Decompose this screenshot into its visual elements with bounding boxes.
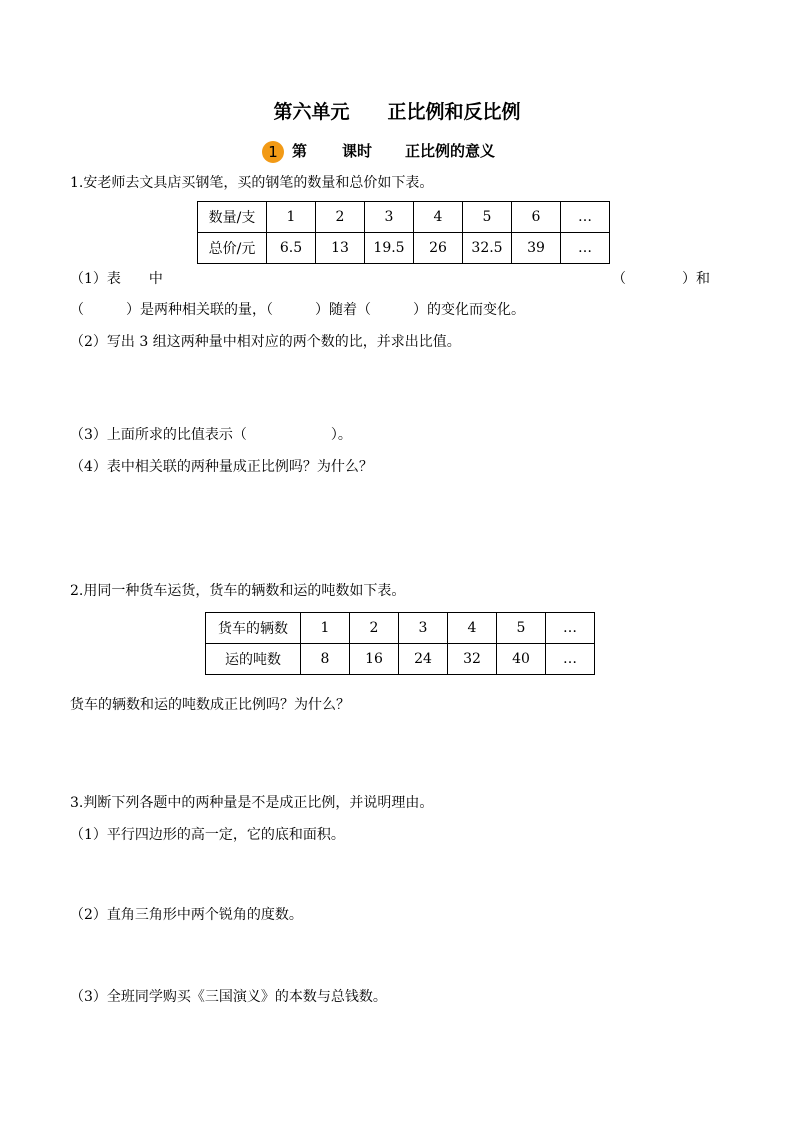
table-cell: 3 <box>365 202 414 233</box>
q1-sub1-continued: （ ）是两种相关联的量，（ ）随着（ ）的变化而变化。 <box>70 302 525 318</box>
table-cell: 24 <box>399 644 448 675</box>
table-cell: 6 <box>512 202 561 233</box>
q2-question: 货车的辆数和运的吨数成正比例吗？为什么？ <box>70 697 350 713</box>
table-cell: 32.5 <box>463 233 512 264</box>
q1-stem: 1.安老师去文具店买钢笔，买的钢笔的数量和总价如下表。 <box>70 175 434 191</box>
table-cell: 5 <box>497 613 546 644</box>
q3-sub3: （3）全班同学购买《三国演义》的本数与总钱数。 <box>70 989 387 1005</box>
table-cell: 16 <box>350 644 399 675</box>
q1-sub1-start: （1）表 中 <box>70 271 163 287</box>
q2-stem: 2.用同一种货车运货，货车的辆数和运的吨数如下表。 <box>70 583 406 599</box>
table-row <box>198 233 610 264</box>
table-cell: … <box>546 644 595 675</box>
table-cell: 总价/元 <box>198 233 267 264</box>
lesson-number-badge: 1 <box>262 141 284 163</box>
table-cell: 39 <box>512 233 561 264</box>
subheading-part1: 第 <box>292 142 308 160</box>
q3-sub1: （1）平行四边形的高一定，它的底和面积。 <box>70 827 345 843</box>
subheading-part3: 正比例的意义 <box>405 142 496 160</box>
table-row <box>206 613 595 644</box>
q1-sub2: （2）写出 3 组这两种量中相对应的两个数的比，并求出比值。 <box>70 334 461 350</box>
q1-table <box>197 201 610 264</box>
q3-sub2: （2）直角三角形中两个锐角的度数。 <box>70 907 303 923</box>
table-cell: 货车的辆数 <box>206 613 301 644</box>
table-cell: … <box>546 613 595 644</box>
page-title: 第六单元 正比例和反比例 <box>273 101 521 123</box>
q2-table <box>205 612 595 675</box>
table-cell: 13 <box>316 233 365 264</box>
table-cell: 8 <box>301 644 350 675</box>
table-cell: 32 <box>448 644 497 675</box>
table-cell: 3 <box>399 613 448 644</box>
table-row <box>198 202 610 233</box>
q3-stem: 3.判断下列各题中的两种量是不是成正比例，并说明理由。 <box>70 795 434 811</box>
table-cell: 40 <box>497 644 546 675</box>
table-cell: 运的吨数 <box>206 644 301 675</box>
lesson-subheading <box>262 137 522 165</box>
table-cell: 4 <box>448 613 497 644</box>
table-cell: … <box>561 202 610 233</box>
table-cell: 2 <box>316 202 365 233</box>
q1-sub4: （4）表中相关联的两种量成正比例吗？为什么？ <box>70 459 373 475</box>
subheading-part2: 课时 <box>342 142 373 160</box>
table-row <box>206 644 595 675</box>
q1-sub3: （3）上面所求的比值表示（ ）。 <box>70 427 352 443</box>
q1-sub1-end: （ ）和 <box>612 271 710 287</box>
table-cell: … <box>561 233 610 264</box>
table-cell: 5 <box>463 202 512 233</box>
table-cell: 19.5 <box>365 233 414 264</box>
table-cell: 数量/支 <box>198 202 267 233</box>
table-cell: 26 <box>414 233 463 264</box>
table-cell: 1 <box>301 613 350 644</box>
table-cell: 2 <box>350 613 399 644</box>
table-cell: 6.5 <box>267 233 316 264</box>
table-cell: 1 <box>267 202 316 233</box>
table-cell: 4 <box>414 202 463 233</box>
